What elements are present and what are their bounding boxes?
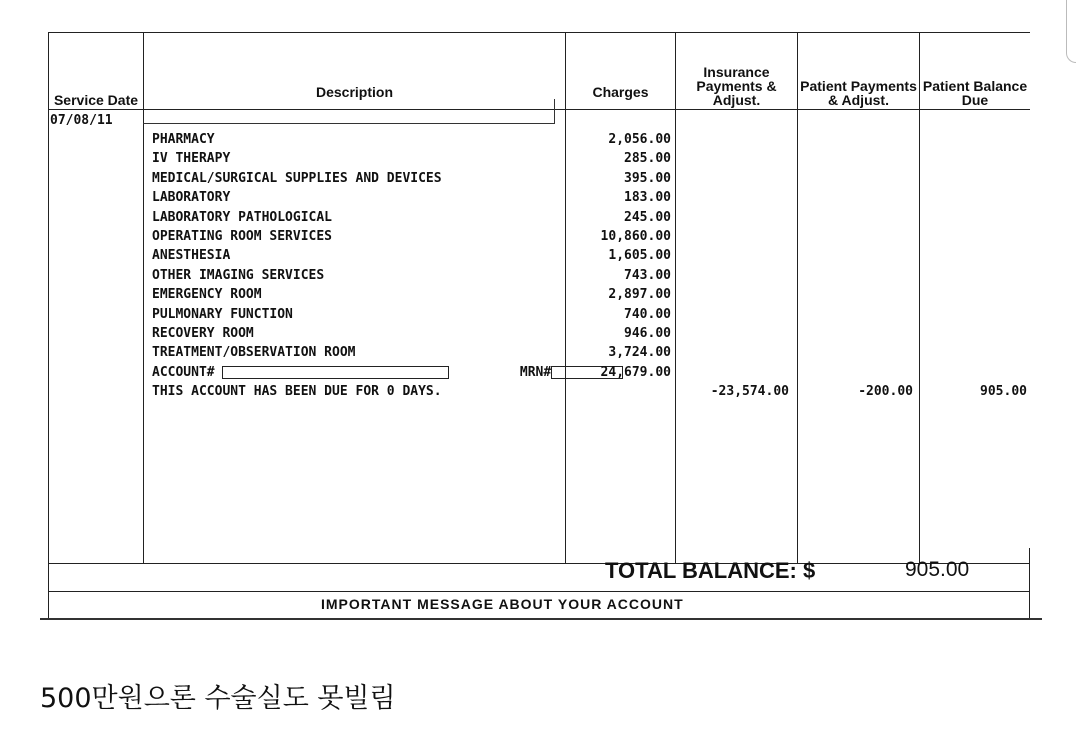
line-item-description: IV THERAPY xyxy=(152,151,231,167)
line-item-charge: 10,860.00 xyxy=(600,228,671,244)
line-item-description: OPERATING ROOM SERVICES xyxy=(152,228,333,244)
line-item-charge: 743.00 xyxy=(624,267,671,283)
important-message-row xyxy=(48,592,1030,618)
post-caption: 500만원으론 수술실도 못빌림 xyxy=(40,683,396,714)
header-patient-balance: Patient Balance Due xyxy=(920,33,1031,110)
line-item-description: LABORATORY PATHOLOGICAL xyxy=(152,209,333,225)
line-item-description: EMERGENCY ROOM xyxy=(152,287,262,303)
line-item-charge: 946.00 xyxy=(624,325,671,341)
header-service-date: Service Date xyxy=(49,33,144,110)
patient-balance-due: 905.00 xyxy=(980,384,1027,399)
mrn-label: MRN# xyxy=(519,364,552,380)
line-item-description: PHARMACY xyxy=(152,132,215,147)
account-label: ACCOUNT# xyxy=(152,364,215,380)
line-item-charge: 245.00 xyxy=(624,209,671,225)
line-item-description: LABORATORY xyxy=(152,190,231,206)
line-item-charge: 3,724.00 xyxy=(608,345,671,361)
redacted-name-box xyxy=(143,99,555,124)
line-item-charge: 285.00 xyxy=(624,151,671,167)
account-redaction xyxy=(222,366,449,379)
line-item-charge: 1,605.00 xyxy=(608,248,671,264)
patient-payments-total: -200.00 xyxy=(858,384,913,399)
line-item-description: PULMONARY FUNCTION xyxy=(152,306,293,322)
line-item-description: TREATMENT/OBSERVATION ROOM xyxy=(152,345,356,361)
service-date-cell xyxy=(49,110,144,564)
patient-payments-cell xyxy=(798,110,920,564)
line-item-charge: 183.00 xyxy=(624,190,671,206)
header-insurance: Insurance Payments & Adjust. xyxy=(676,33,798,110)
line-item-description: MEDICAL/SURGICAL SUPPLIES AND DEVICES xyxy=(152,170,442,186)
image-divider xyxy=(40,618,1042,620)
header-patient-payments: Patient Payments & Adjust. xyxy=(798,33,920,110)
patient-balance-cell xyxy=(920,110,1031,564)
hospital-bill xyxy=(48,32,1030,618)
total-balance-row xyxy=(48,548,1030,592)
line-item-charge: 2,897.00 xyxy=(608,287,671,303)
service-date: 07/08/11 xyxy=(50,113,113,128)
insurance-cell xyxy=(676,110,798,564)
header-description: Description xyxy=(144,33,566,110)
due-note: THIS ACCOUNT HAS BEEN DUE FOR 0 DAYS. xyxy=(152,384,442,400)
line-item-description: OTHER IMAGING SERVICES xyxy=(152,267,325,283)
charges-cell xyxy=(566,110,676,564)
total-balance-value: 905.00 xyxy=(905,558,970,581)
header-charges: Charges xyxy=(566,33,676,110)
insurance-total: -23,574.00 xyxy=(710,384,789,399)
total-balance-label: TOTAL BALANCE: $ xyxy=(605,558,816,583)
line-item-charge: 740.00 xyxy=(624,306,671,322)
description-cell xyxy=(144,110,566,564)
total-charges: 24,679.00 xyxy=(600,364,671,380)
scroll-edge xyxy=(1066,0,1076,63)
line-item-description: ANESTHESIA xyxy=(152,248,231,264)
line-item-charge: 395.00 xyxy=(624,170,671,186)
line-item-charge: 2,056.00 xyxy=(608,132,671,147)
line-item-description: RECOVERY ROOM xyxy=(152,325,254,341)
important-message-heading: IMPORTANT MESSAGE ABOUT YOUR ACCOUNT xyxy=(321,596,684,612)
account-line xyxy=(152,363,565,382)
